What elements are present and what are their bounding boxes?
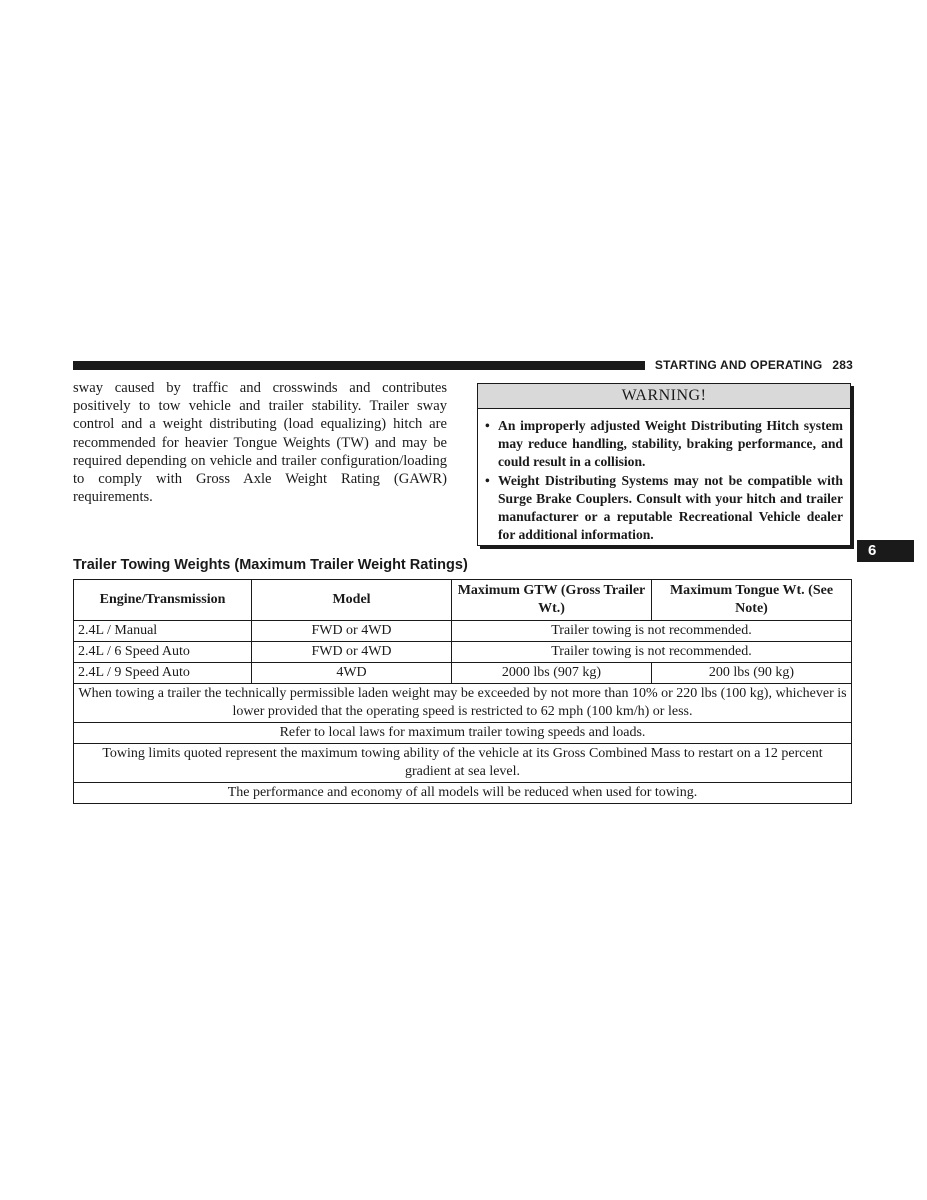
- header-section-title: STARTING AND OPERATING: [654, 358, 823, 372]
- table-row: [74, 642, 852, 663]
- table-row: [74, 621, 852, 642]
- warning-item-text: Weight Distributing Systems may not be compatible with Surge Brake Couplers. Consult with your hitch and trailer manufacturer or a reputable Recreational Vehicle dealer for additional information.: [498, 472, 843, 543]
- header-engine: Engine/Transmission: [74, 580, 252, 621]
- cell-model: 4WD: [252, 663, 452, 684]
- note-cell: Refer to local laws for maximum trailer towing speeds and loads.: [74, 723, 852, 744]
- page-number: 283: [832, 358, 853, 372]
- bullet-icon: •: [485, 418, 490, 433]
- running-header: [653, 358, 853, 372]
- cell-model: FWD or 4WD: [252, 621, 452, 642]
- table-header-row: [74, 580, 852, 621]
- warning-list: [478, 409, 850, 544]
- table-note-row: [74, 723, 852, 744]
- cell-engine: 2.4L / Manual: [74, 621, 252, 642]
- chapter-tab: 6: [857, 540, 914, 562]
- cell-tongue: 200 lbs (90 kg): [652, 663, 852, 684]
- table-note-row: [74, 744, 852, 783]
- bullet-icon: •: [485, 472, 490, 488]
- note-cell: Towing limits quoted represent the maximum towing ability of the vehicle at its Gross Combined Mass to restart on a 12 percent gradient at sea level.: [74, 744, 852, 783]
- cell-engine: 2.4L / 9 Speed Auto: [74, 663, 252, 684]
- cell-gtw: 2000 lbs (907 kg): [452, 663, 652, 684]
- header-rule: [73, 361, 645, 370]
- table-note-row: [74, 783, 852, 804]
- body-paragraph: sway caused by traffic and crosswinds and contributes positively to tow vehicle and trailer stability. Trailer sway control and a weight distributing (load equalizing) hitch are recommended for heavier Tongue Weights (TW) and may be required depending on vehicle and trailer configuration/loading to comply with Gross Axle Weight Rating (GAWR) requirements.: [73, 380, 447, 506]
- warning-item-text: An improperly adjusted Weight Distributing Hitch system may reduce handling, stability, braking performance, and could result in a collision.: [498, 418, 843, 470]
- table-note-row: [74, 684, 852, 723]
- cell-merged: Trailer towing is not recommended.: [452, 621, 852, 642]
- cell-engine: 2.4L / 6 Speed Auto: [74, 642, 252, 663]
- warning-box: [477, 383, 851, 546]
- cell-merged: Trailer towing is not recommended.: [452, 642, 852, 663]
- warning-item: [485, 472, 843, 545]
- warning-title: WARNING!: [478, 384, 850, 409]
- warning-item: [485, 417, 843, 472]
- note-cell: When towing a trailer the technically permissible laden weight may be exceeded by not more than 10% or 220 lbs (100 kg), whichever is lower provided that the operating speed is restricted to 62 mph (100 km/h) or less.: [74, 684, 852, 723]
- header-model: Model: [252, 580, 452, 621]
- header-gtw: Maximum GTW (Gross Trailer Wt.): [452, 580, 652, 621]
- section-title: Trailer Towing Weights (Maximum Trailer Weight Ratings): [73, 557, 468, 573]
- header-tongue: Maximum Tongue Wt. (See Note): [652, 580, 852, 621]
- note-cell: The performance and economy of all models will be reduced when used for towing.: [74, 783, 852, 804]
- towing-weights-table: [73, 579, 852, 804]
- cell-model: FWD or 4WD: [252, 642, 452, 663]
- table-row: [74, 663, 852, 684]
